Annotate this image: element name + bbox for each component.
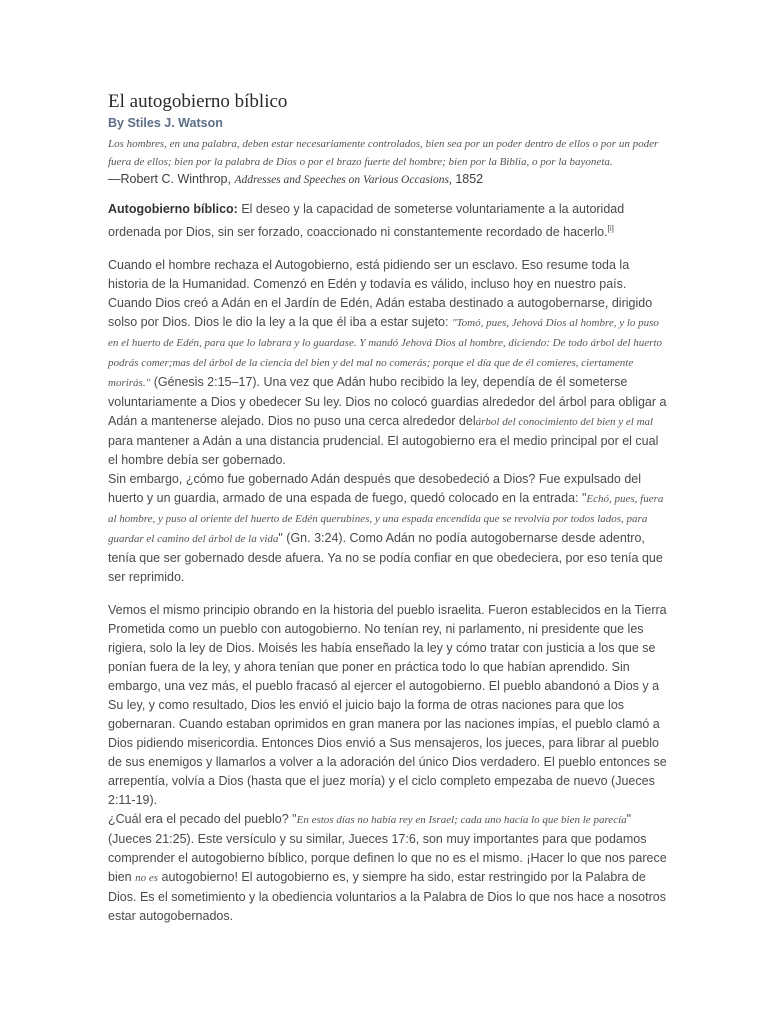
paragraph-text: " (Jueces 21:25). Este versículo y su similar, Jueces 17:6, son muy importantes para que podamos comprender el autogobierno bíblico, porque definen lo que no es el mismo. ¡Hacer lo que nos parece bien bbox=[108, 812, 667, 885]
definition-text: El deseo y la capacidad de someterse voluntariamente a la autoridad ordenada por Dios, sin ser forzado, coaccionado ni constantemente recordado de hacerlo. bbox=[108, 202, 625, 240]
paragraph-text: autogobierno! El autogobierno es, y siempre ha sido, estar restringido por la Palabra de Dios. Es el sometimiento y la obediencia voluntarios a la Palabra de Dios lo que nos hace a nosotros estar autogobernados. bbox=[108, 870, 666, 924]
scripture-quote: "Tomó, pues, Jehová Dios al hombre, y lo puso en el huerto de Edén, para que lo labrara y lo guardase. Y mandó Jehová Dios al hombre, diciendo: De todo árbol del huerto podrás comer;mas del árbol de la ciencia del bien y del mal no comerás; porque el día que de él comieres, ciertamente morirás." bbox=[108, 317, 662, 390]
epigraph-quote: Los hombres, en una palabra, deben estar necesariamente controlados, bien sea por un poder dentro de ellos o por un poder fuera de ellos; bien por la palabra de Dios o por el brazo fuerte del hombre; bien por la Biblia, o por la bayoneta. bbox=[108, 138, 659, 168]
scripture-quote: árbol del conocimiento del bien y el mal bbox=[475, 416, 654, 429]
paragraph-text: Cuando el hombre rechaza el Autogobierno, está pidiendo ser un esclavo. Eso resume toda la historia de la Humanidad. Comenzó en Edén y todavía es válido, incluso hoy en nuestro país. Cuando Dios creó a Adán en el Jardín de Edén, Adán estaba destinado a autogobernarse, dirigido solso por Dios. Dios le dio la ley a la que él iba a estar sujeto: bbox=[108, 258, 653, 330]
paragraph-expulsion bbox=[108, 470, 668, 587]
attribution-year: 1852 bbox=[451, 172, 484, 186]
attribution-author: —Robert C. Winthrop, bbox=[108, 172, 235, 186]
definition-term: Autogobierno bíblico: bbox=[108, 202, 238, 216]
paragraph-eden bbox=[108, 256, 668, 470]
page-title: El autogobierno bíblico bbox=[108, 91, 288, 112]
emphasis-text: no es bbox=[135, 872, 159, 885]
scripture-quote: Echó, pues, fuera al hombre, y puso al oriente del huerto de Edén querubines, y una espada encendida que se revolvía por todos lados, para guardar el camino del árbol de la vida bbox=[108, 493, 664, 546]
paragraph-text: " (Gn. 3:24). Como Adán no podía autogobernarse desde adentro, tenía que ser gobernado desde afuera. Ya no se podía confiar en que obedeciera, por eso tenía que ser reprimido. bbox=[108, 531, 663, 585]
scripture-quote: En estos días no había rey en Israel; cada uno hacía lo que bien le parecía bbox=[296, 814, 627, 827]
paragraph-israel: Vemos el mismo principio obrando en la historia del pueblo israelita. Fueron establecidos en la Tierra Prometida como un pueblo con autogobierno. No tenían rey, ni parlamento, ni presidente que les rigiera, solo la ley de Dios. Moisés les había enseñado la ley y cómo tratar con justicia a los que se ponían fuera de la ley, y ahora tenían que poner en práctica todo lo que habían aprendido. Sin embargo, una vez más, el pueblo fracasó al ejercer el autogobierno. El pueblo abandonó a Dios y a Su ley, y como resultado, Dios les envió el juicio bajo la forma de otras naciones para que los gobernaran. Cuando estaban oprimidos en gran manera por las naciones impías, el pueblo clamó a Dios pidiendo misericordia. Entonces Dios envió a Sus mensajeros, los jueces, para librar al pueblo de sus enemigos y llamarlos a volver a la adoración del único Dios verdadero. El pueblo entonces se arrepentía, volvía a Dios (hasta que el juez moría) y el ciclo completo empezaba de nuevo (Jueces 2:11-19). bbox=[108, 603, 667, 808]
epigraph-attribution bbox=[108, 171, 668, 188]
paragraph-text: (Génesis 2:15–17). Una vez que Adán hubo recibido la ley, dependía de él someterse voluntariamente a Dios y obedecer Su ley. Dios no colocó guardias alrededor del árbol para obligar a Adán a mantenerse alejado. Dios no puso una cerca alrededor del bbox=[108, 375, 667, 429]
paragraph-text: Sin embargo, ¿cómo fue gobernado Adán después que desobedeció a Dios? Fue expulsado del huerto y un guardia, armado de una espada de fuego, quedó colocado en la entrada: " bbox=[108, 472, 642, 506]
author-byline: By Stiles J. Watson bbox=[108, 116, 223, 130]
paragraph-sin bbox=[108, 810, 668, 926]
footnote-ref-link[interactable]: [i] bbox=[607, 224, 614, 233]
paragraph-text: para mantener a Adán a una distancia prudencial. El autogobierno era el medio principal por el cual el hombre debía ser gobernado. bbox=[108, 434, 659, 468]
definition-paragraph bbox=[108, 200, 668, 242]
attribution-work: Addresses and Speeches on Various Occasions, bbox=[234, 174, 452, 186]
paragraph-text: ¿Cuál era el pecado del pueblo? " bbox=[108, 812, 297, 827]
